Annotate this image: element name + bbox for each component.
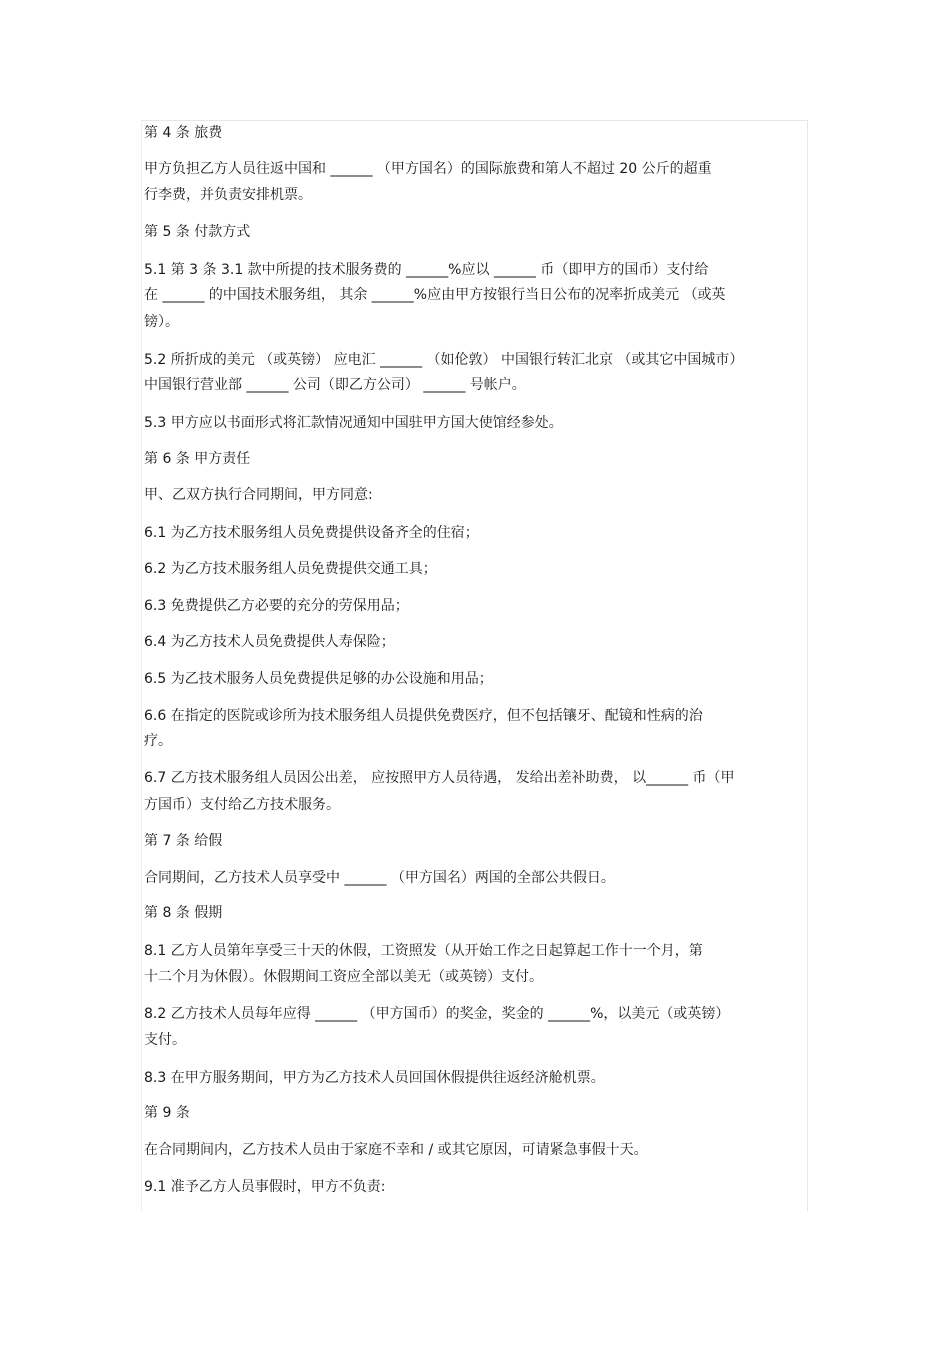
paragraph-line: 甲、乙双方执行合同期间，甲方同意: xyxy=(144,487,373,503)
list-item: 方国币）支付给乙方技术服务。 xyxy=(144,797,340,813)
page-border xyxy=(141,120,808,1211)
paragraph-line: 行李费，并负责安排机票。 xyxy=(144,187,312,203)
paragraph-line: 5.1 第 3 条 3.1 款中所提的技术服务费的 ______%应以 ______ 币（即甲方的国币）支付给 xyxy=(144,262,709,278)
paragraph-line: 在合同期间内，乙方技术人员由于家庭不幸和 / 或其它原因，可请紧急事假十天。 xyxy=(144,1142,648,1158)
article-6-heading: 第 6 条 甲方责任 xyxy=(144,451,251,467)
paragraph-line: 在 ______ 的中国技术服务组， 其余 ______%应由甲方按银行当日公布的况率折成美元 （或英 xyxy=(144,287,726,303)
list-item: 6.4 为乙方技术人员免费提供人寿保险； xyxy=(144,634,395,650)
list-item: 6.6 在指定的医院或诊所为技术服务组人员提供免费医疗，但不包括镶牙、配镜和性病的治 xyxy=(144,708,703,724)
list-item: 6.1 为乙方技术服务组人员免费提供设备齐全的住宿； xyxy=(144,525,479,541)
list-item: 6.7 乙方技术服务组人员因公出差， 应按照甲方人员待遇， 发给出差补助费， 以______ 币（甲 xyxy=(144,770,735,786)
paragraph-line: 5.2 所折成的美元 （或英镑） 应电汇 ______ （如伦敦） 中国银行转汇北京 （或其它中国城市） xyxy=(144,352,744,368)
paragraph-line: 8.1 乙方人员第年享受三十天的休假，工资照发（从开始工作之日起算起工作十一个月，第 xyxy=(144,943,703,959)
article-5-heading: 第 5 条 付款方式 xyxy=(144,224,251,240)
article-8-heading: 第 8 条 假期 xyxy=(144,905,223,921)
paragraph-line: 合同期间，乙方技术人员享受中 ______ （甲方国名）两国的全部公共假日。 xyxy=(144,870,615,886)
article-4-heading: 第 4 条 旅费 xyxy=(144,125,223,141)
list-item: 6.5 为乙技术服务人员免费提供足够的办公设施和用品； xyxy=(144,671,493,687)
article-9-heading: 第 9 条 xyxy=(144,1105,190,1121)
paragraph-line: 8.3 在甲方服务期间，甲方为乙方技术人员回国休假提供往返经济舱机票。 xyxy=(144,1070,605,1086)
list-item: 6.2 为乙方技术服务组人员免费提供交通工具； xyxy=(144,561,437,577)
paragraph-line: 8.2 乙方技术人员每年应得 ______ （甲方国币）的奖金，奖金的 ______%，以美元（或英镑） xyxy=(144,1006,730,1022)
paragraph-line: 甲方负担乙方人员往返中国和 ______ （甲方国名）的国际旅费和第人不超过 20 公斤的超重 xyxy=(144,161,712,177)
list-item: 6.3 免费提供乙方必要的充分的劳保用品； xyxy=(144,598,409,614)
paragraph-line: 镑）。 xyxy=(144,314,179,330)
paragraph-line: 9.1 准予乙方人员事假时，甲方不负责: xyxy=(144,1179,386,1195)
paragraph-line: 支付。 xyxy=(144,1032,186,1048)
paragraph-line: 5.3 甲方应以书面形式将汇款情况通知中国驻甲方国大使馆经参处。 xyxy=(144,415,563,431)
paragraph-line: 十二个月为休假）。休假期间工资应全部以美无（或英镑）支付。 xyxy=(144,969,543,985)
paragraph-line: 中国银行营业部 ______ 公司（即乙方公司） ______ 号帐户。 xyxy=(144,377,526,393)
list-item: 疗。 xyxy=(144,733,172,749)
article-7-heading: 第 7 条 给假 xyxy=(144,833,223,849)
